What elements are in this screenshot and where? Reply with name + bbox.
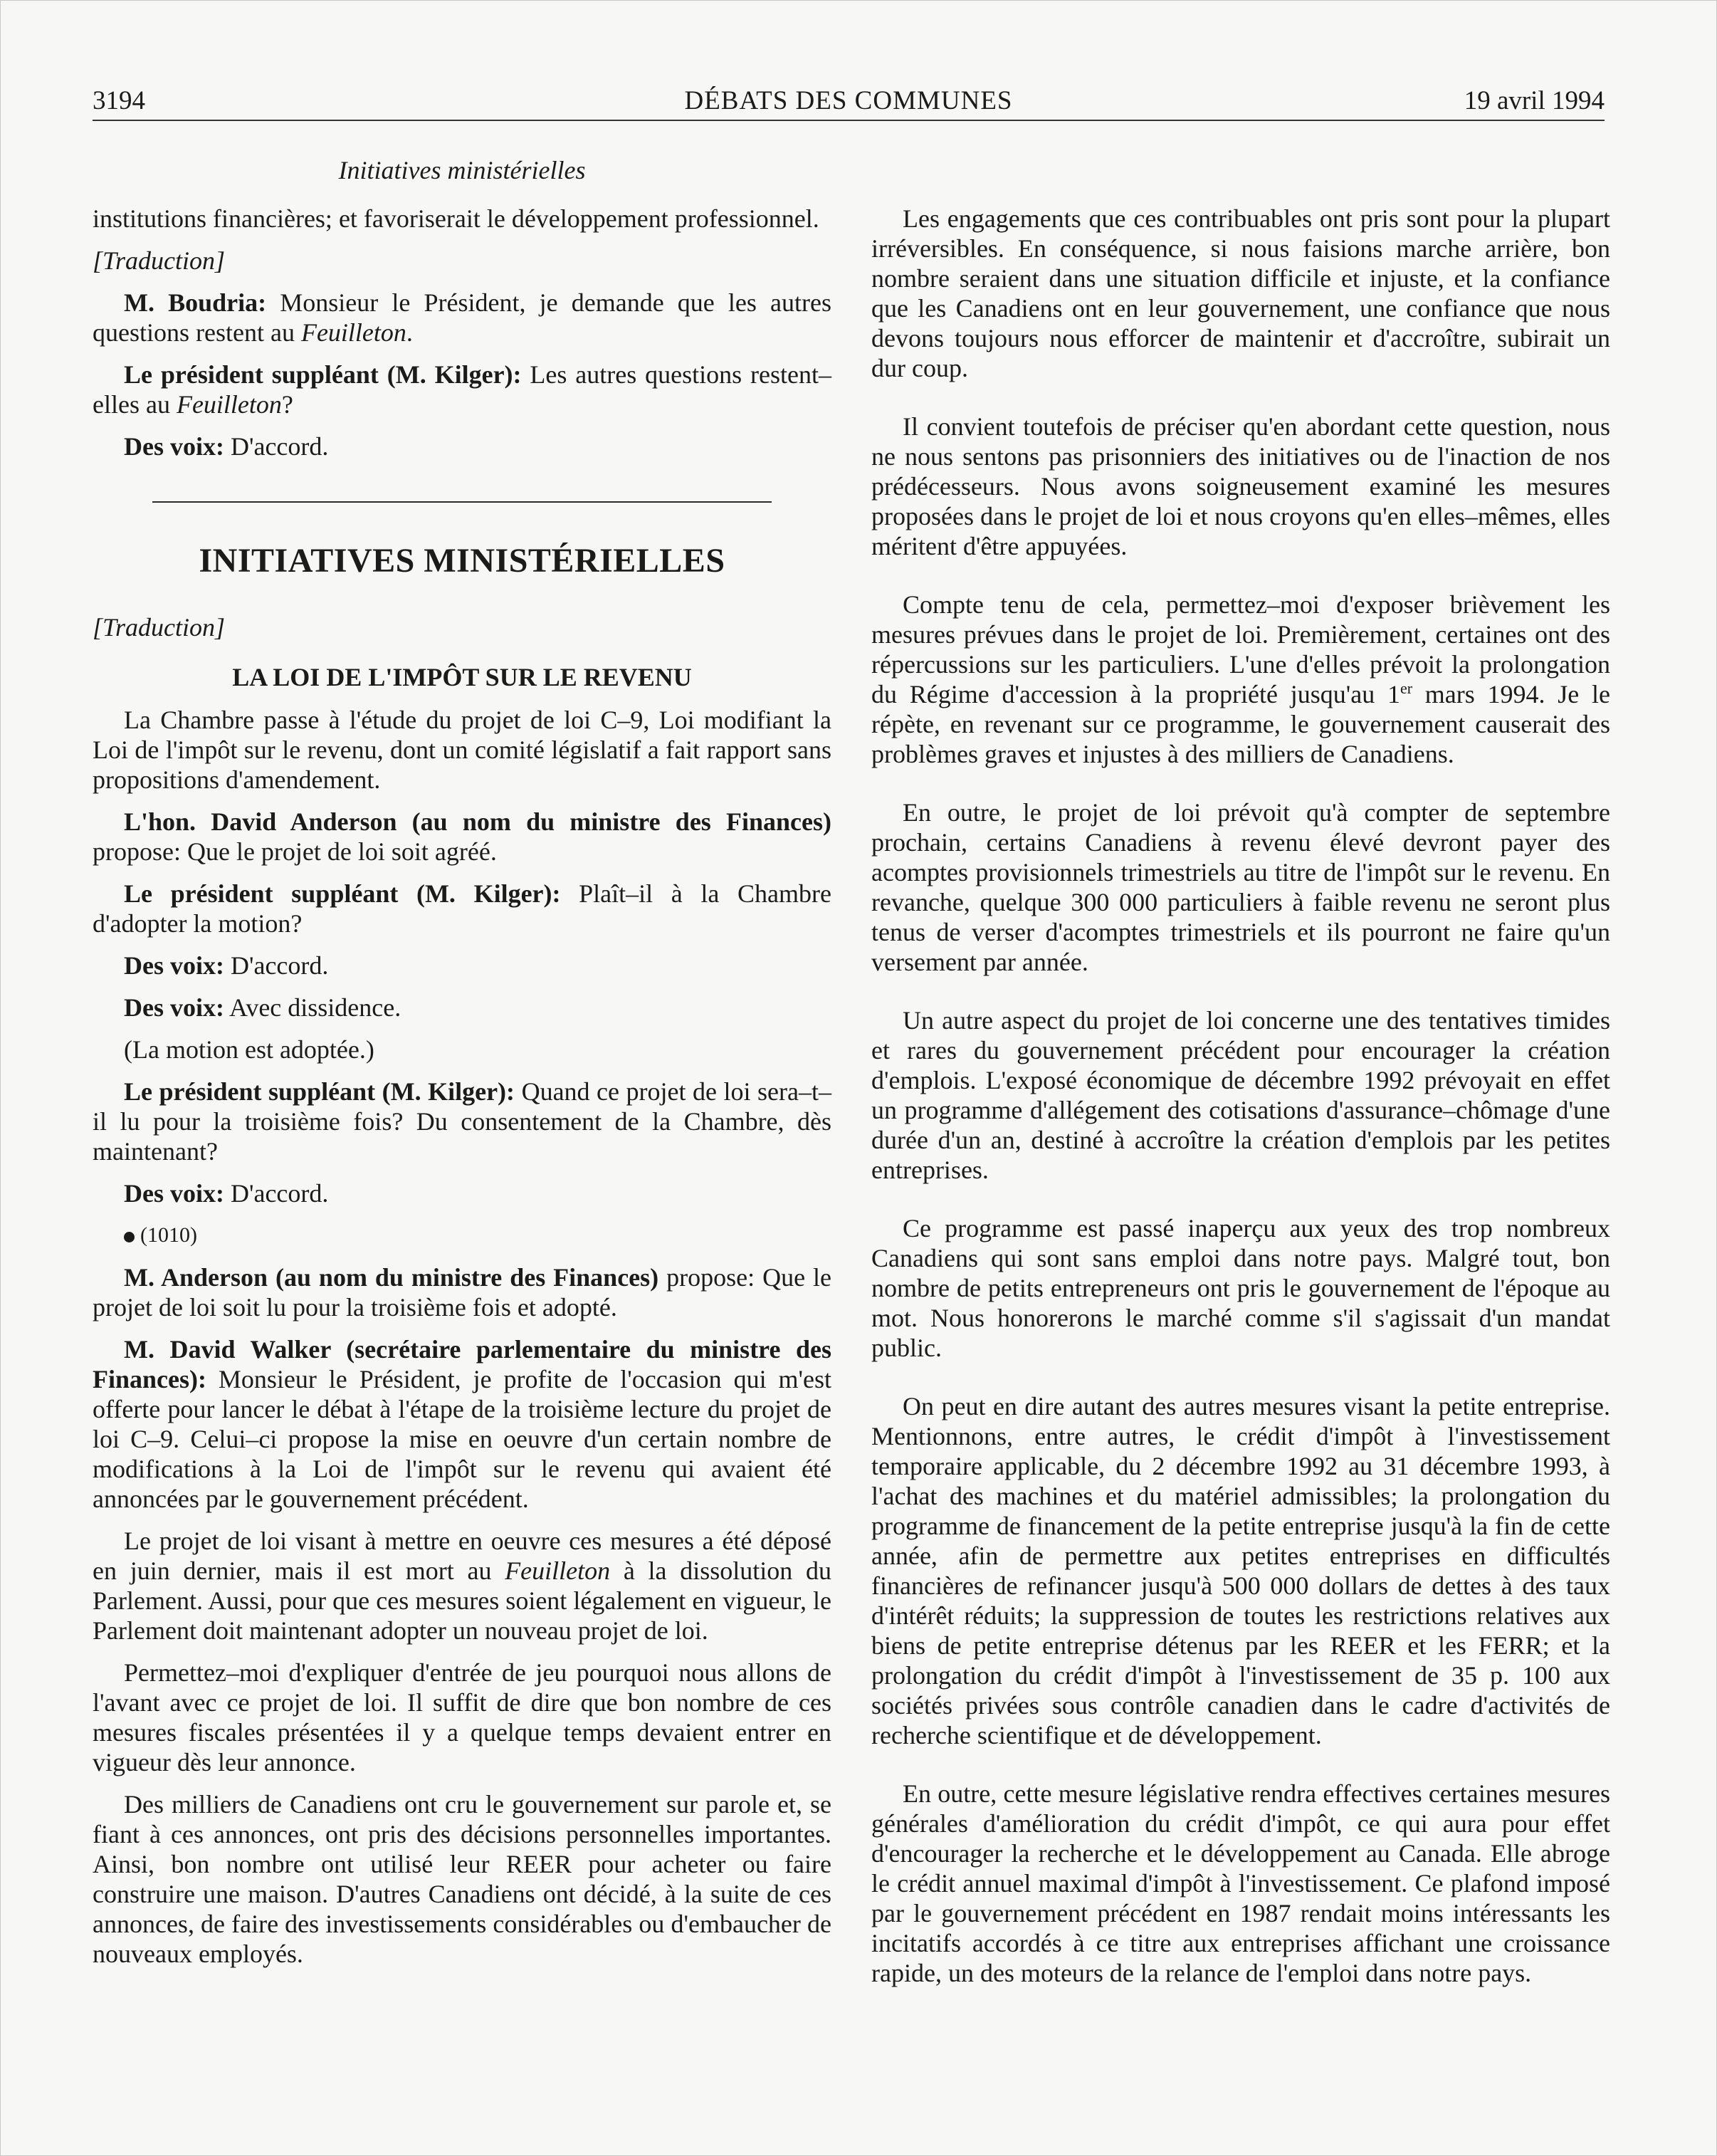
speaker-name: Des voix: [124, 993, 224, 1022]
speaker-name: Le président suppléant (M. Kilger): [124, 360, 522, 389]
publication-title: DÉBATS DES COMMUNES [684, 86, 1013, 115]
paragraph: Le projet de loi visant à mettre en oeuvre ces mesures a été déposé en juin dernier, mais il est mort au Feuilleton à la dissolution du Parlement. Aussi, pour que ces mesures soient légalement en vigueur, le Parlement doit maintenant adopter un nouveau projet de loi. [93, 1527, 831, 1645]
paragraph: Le président suppléant (M. Kilger): Quand ce projet de loi sera–t–il lu pour la troisième fois? Du consentement de la Chambre, dès maintenant? [93, 1077, 832, 1166]
paragraph: En outre, cette mesure législative rendra effectives certaines mesures générales d'amélioration du crédit d'impôt, ce qui aura pour effet d'encourager la recherche et le développement au Canada. Elle abroge le crédit annuel maximal d'impôt à l'investissement. Ce plafond imposé par le gouvernement précédent en 1987 rendait moins intéressants les incitatifs accordés à ce titre aux entreprises affichant une croissance rapide, un des moteurs de la relance de l'emploi dans notre pays. [871, 1779, 1610, 1987]
translation-note: [Traduction] [93, 613, 226, 642]
paragraph: On peut en dire autant des autres mesures visant la petite entreprise. Mentionnons, entre autres, le crédit d'impôt à l'investissement temporaire applicable, du 2 décembre 1992 au 31 décembre 1993, à l'achat des machines et du matériel admissibles; la prolongation du programme de financement de la petite entreprise jusqu'à la fin de cette année, afin de permettre aux petites entreprises en difficultés financières de refinancer jusqu'à 500 000 dollars de dettes à des taux d'intérêt réduits; la suppression de toutes les restrictions relatives aux biens de petite entreprise détenus par les REER et les FERR; et la prolongation du crédit d'impôt à l'investissement de 35 p. 100 aux sociétés privées sous contrôle canadien dans le cadre d'activités de recherche scientifique et de développement. [871, 1392, 1610, 1749]
header-rule [93, 120, 1605, 121]
paragraph: Permettez–moi d'expliquer d'entrée de jeu pourquoi nous allons de l'avant avec ce projet de loi. Il suffit de dire que bon nombre de ces mesures fiscales présentées il y a quelque temps devaient entrer en vigueur dès leur annonce. [93, 1658, 831, 1776]
bullet-icon [124, 1232, 135, 1242]
paragraph: M. David Walker (secrétaire parlementaire du ministre des Finances): Monsieur le Président, je profite de l'occasion qui m'est offerte pour lancer le débat à l'étape de la troisième lecture du projet de loi C–9. Celui–ci propose la mise en oeuvre d'un certain nombre de modifications à la Loi de l'impôt sur le revenu qui avaient été annoncées par le gouvernement précédent. [93, 1335, 831, 1513]
paragraph: La Chambre passe à l'étude du projet de loi C–9, Loi modifiant la Loi de l'impôt sur le revenu, dont un comité législatif a fait rapport sans propositions d'amendement. [93, 706, 831, 794]
paragraph: Le président suppléant (M. Kilger): Plaît–il à la Chambre d'adopter la motion? [93, 879, 831, 938]
paragraph: Le président suppléant (M. Kilger): Les autres questions restent–elles au Feuilleton? [93, 360, 831, 419]
paragraph: L'hon. David Anderson (au nom du ministre des Finances) propose: Que le projet de loi soit agréé. [93, 807, 831, 866]
speaker-name: Des voix: [124, 951, 224, 980]
paragraph: M. Boudria: Monsieur le Président, je demande que les autres questions restent au Feuilleton. [93, 288, 831, 347]
paragraph: Des milliers de Canadiens ont cru le gouvernement sur parole et, se fiant à ces annonces, ont pris des décisions personnelles importantes. Ainsi, bon nombre ont utilisé leur REER pour acheter ou faire construire une maison. D'autres Canadiens ont décidé, à la suite de ces annonces, de faire des investissements considérables ou d'embaucher de nouveaux employés. [93, 1790, 831, 1968]
paragraph: institutions financières; et favoriserait le développement professionnel. [93, 204, 819, 233]
running-head: Initiatives ministérielles [338, 156, 586, 184]
speaker-name: M. Anderson (au nom du ministre des Finances) [124, 1263, 659, 1292]
subsection-title: LA LOI DE L'IMPÔT SUR LE REVENU [232, 663, 692, 691]
section-divider [152, 501, 772, 503]
paragraph: M. Anderson (au nom du ministre des Finances) propose: Que le projet de loi soit lu pour la troisième fois et adopté. [93, 1263, 832, 1322]
page-header [93, 78, 1605, 121]
paragraph: Il convient toutefois de préciser qu'en abordant cette question, nous ne nous sentons pas prisonniers des initiatives ou de l'inaction de nos prédécesseurs. Nous avons soigneusement examiné les mesures proposées dans le projet de loi et nous croyons qu'en elles–mêmes, elles méritent d'être appuyées. [871, 412, 1610, 560]
page-number: 3194 [93, 86, 145, 115]
paragraph: Un autre aspect du projet de loi concerne une des tentatives timides et rares du gouvernement précédent pour encourager la création d'emplois. L'exposé économique de décembre 1992 prévoyait en effet un programme d'allégement des cotisations d'assurance–chômage d'une durée d'un an, destiné à accroître la création d'emplois par les petites entreprises. [871, 1006, 1610, 1184]
right-column [871, 204, 1610, 2016]
speaker-name: M. David Walker (secrétaire parlementaire du ministre des Finances): [93, 1335, 831, 1393]
paragraph: Des voix: D'accord. [124, 951, 329, 980]
publication-date: 19 avril 1994 [1464, 86, 1605, 115]
speaker-name: Des voix: [124, 1179, 224, 1208]
speaker-name: L'hon. David Anderson (au nom du ministre des Finances) [124, 807, 831, 836]
speaker-name: Le président suppléant (M. Kilger): [124, 1077, 515, 1106]
section-title: INITIATIVES MINISTÉRIELLES [199, 542, 725, 580]
left-column [93, 204, 831, 1981]
paragraph: Des voix: D'accord. [124, 1179, 329, 1208]
speaker-name: Le président suppléant (M. Kilger): [124, 879, 561, 908]
paragraph: (La motion est adoptée.) [124, 1035, 374, 1064]
speaker-name: M. Boudria: [124, 288, 267, 317]
paragraph: Compte tenu de cela, permettez–moi d'exposer brièvement les mesures prévues dans le projet de loi. Premièrement, certaines ont des répercussions sur les particuliers. L'une d'elles prévoit la prolongation du Régime d'accession à la propriété jusqu'au 1er mars 1994. Je le répète, en revenant sur ce programme, le gouvernement causerait des problèmes graves et injustes à des milliers de Canadiens. [871, 590, 1610, 768]
translation-note: [Traduction] [93, 246, 226, 275]
speaker-name: Des voix: [124, 432, 224, 461]
time-marker: (1010) [93, 1220, 831, 1250]
paragraph: Des voix: D'accord. [124, 432, 329, 461]
paragraph: En outre, le projet de loi prévoit qu'à compter de septembre prochain, certains Canadiens à revenu élevé devront payer des acomptes provisionnels trimestriels au titre de l'impôt sur le revenu. En revanche, quelque 300 000 particuliers à faible revenu ne seront plus tenus de verser d'acomptes trimestriels et ils pourront ne faire qu'un versement par année. [871, 798, 1610, 976]
paragraph: Les engagements que ces contribuables ont pris sont pour la plupart irréversibles. En conséquence, si nous faisions marche arrière, bon nombre seraient dans une situation difficile et injuste, et la confiance que les Canadiens ont en leur gouvernement, une confiance que nous devons toujours nous efforcer de maintenir et d'accroître, subirait un dur coup. [871, 204, 1610, 382]
paragraph: Des voix: Avec dissidence. [124, 993, 401, 1022]
paragraph: Ce programme est passé inaperçu aux yeux des trop nombreux Canadiens qui sont sans emploi dans notre pays. Malgré tout, bon nombre de petits entrepreneurs ont pris le gouvernement de l'époque au mot. Nous honorerons le marché comme s'il s'agissait d'un mandat public. [871, 1214, 1610, 1362]
